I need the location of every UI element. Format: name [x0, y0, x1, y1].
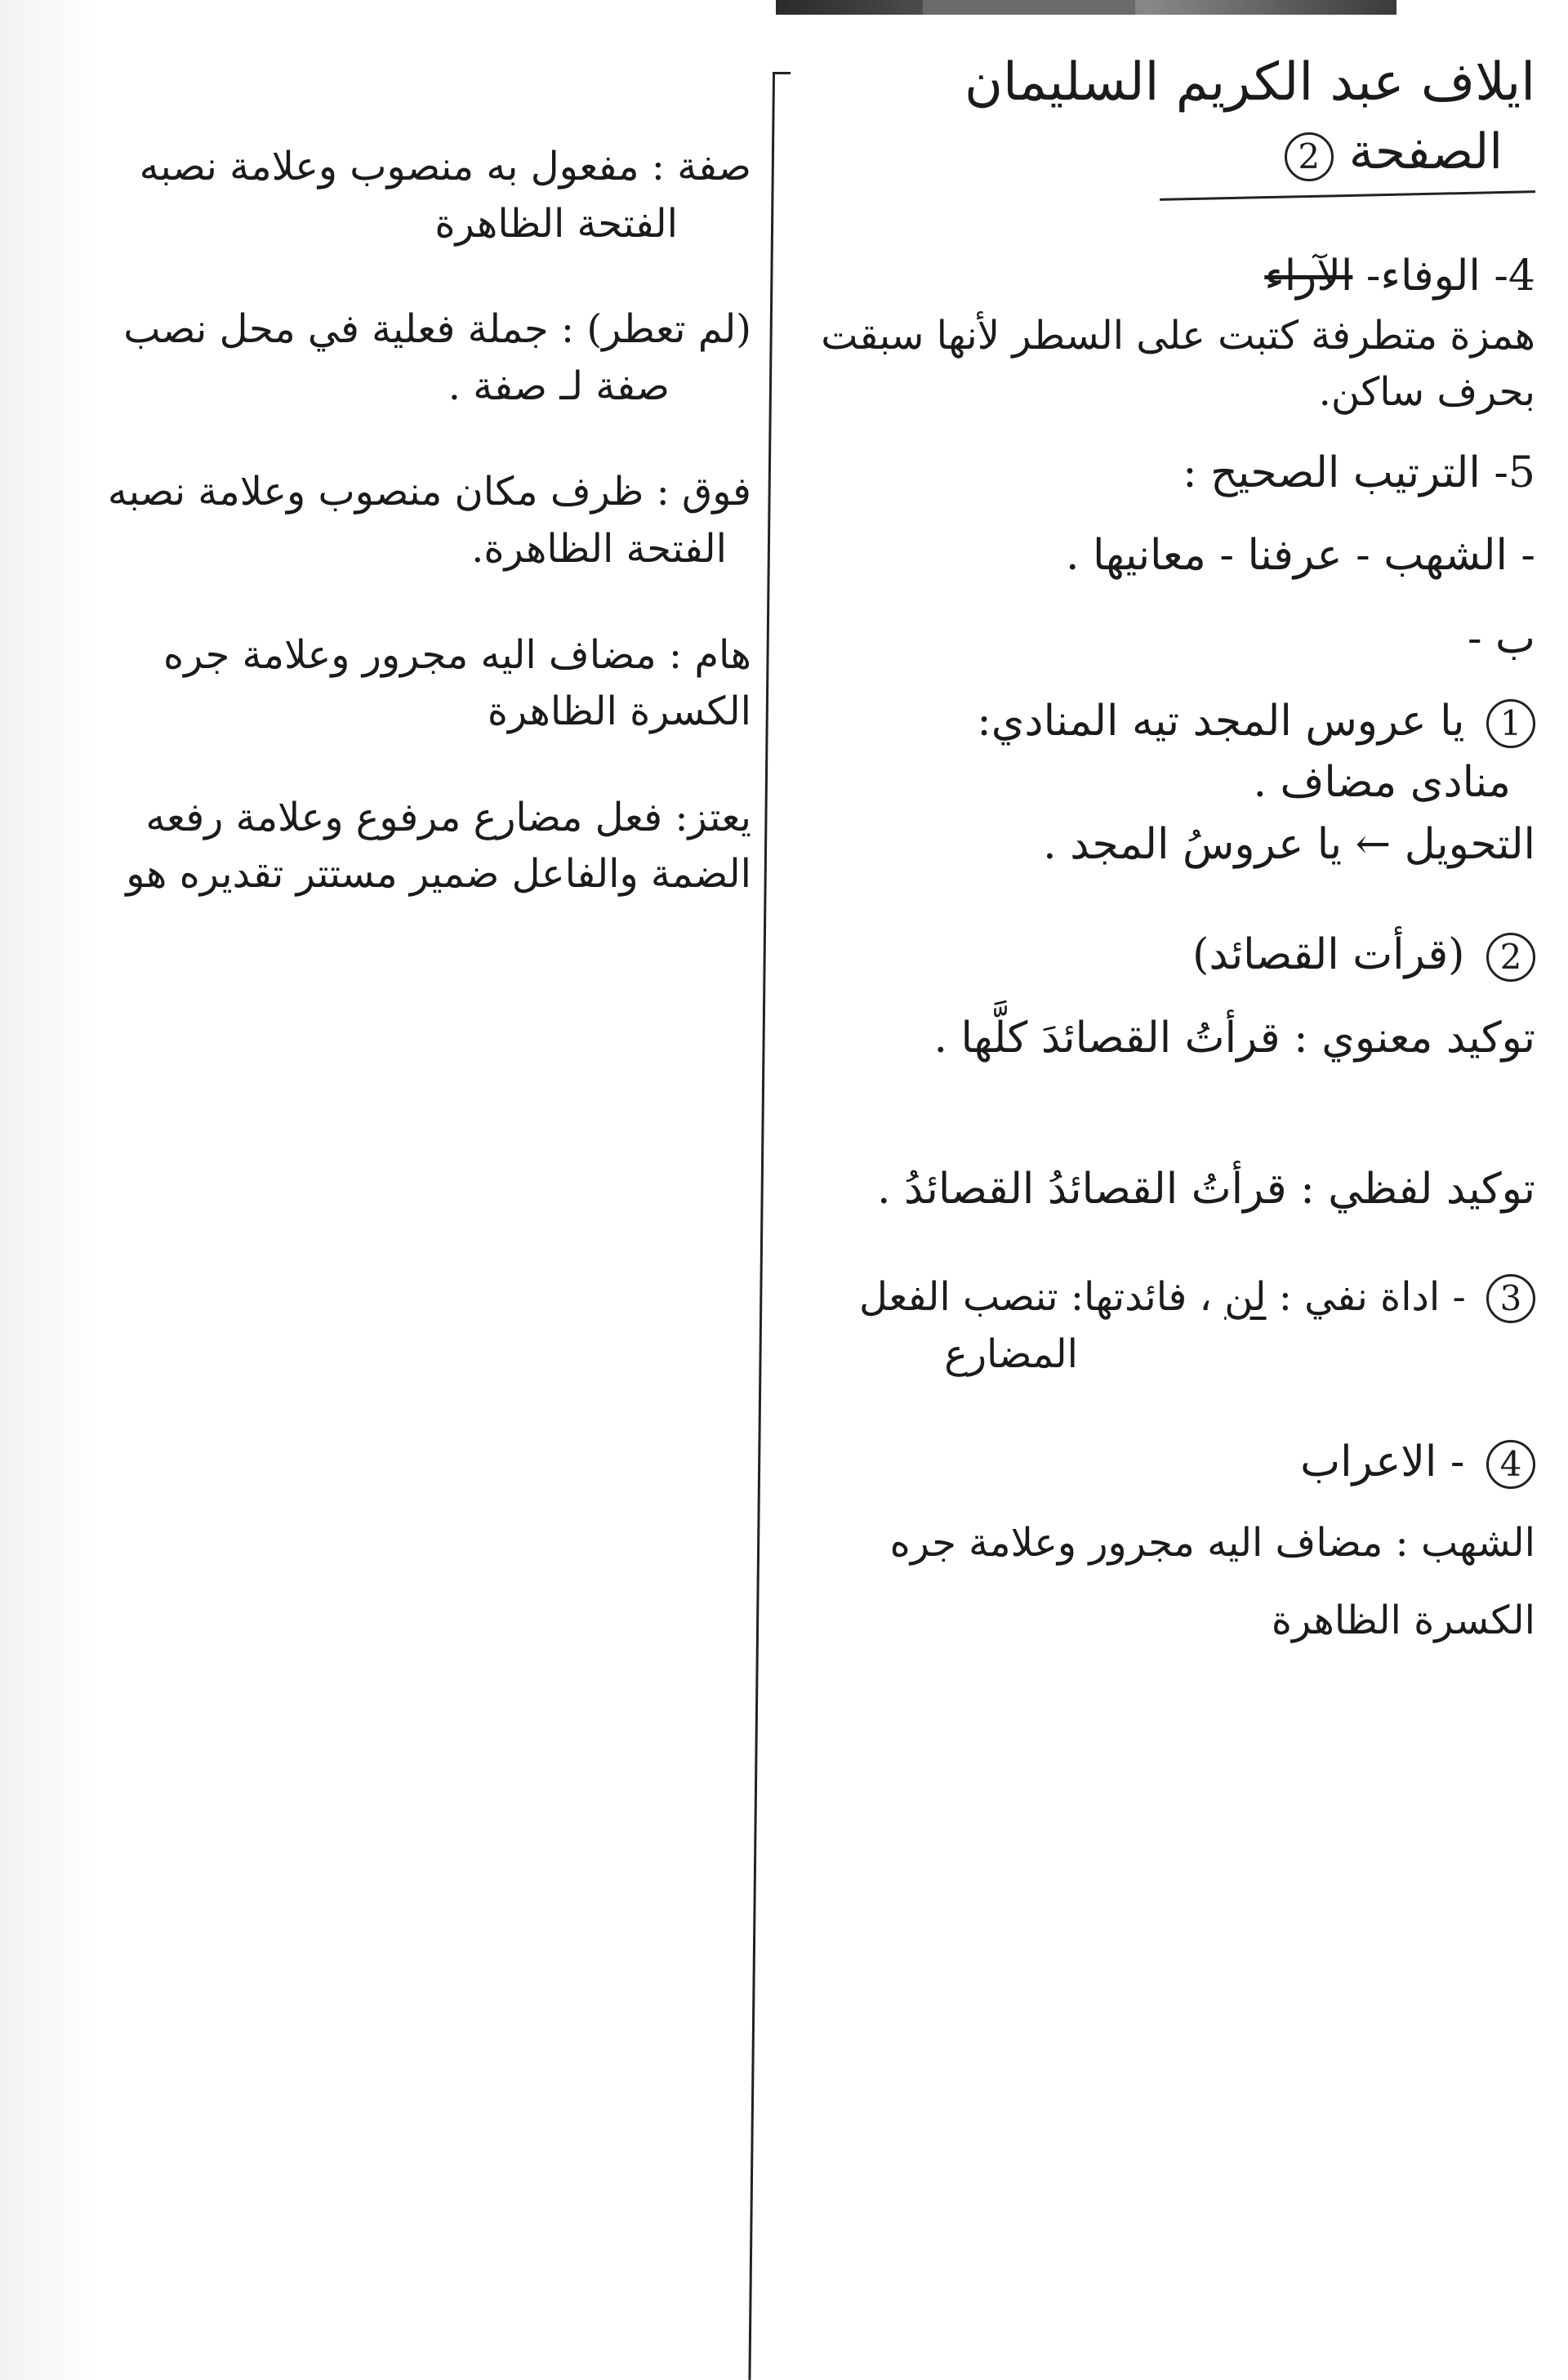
item2-title	[800, 925, 1535, 986]
column-divider-hook	[773, 72, 791, 74]
q5-answer-b: ب -	[1467, 613, 1535, 663]
page-heading	[800, 117, 1503, 188]
parse-sifa-line1: صفة : مفعول به منصوب وعلامة نصبه	[139, 144, 751, 189]
item2-title-text: (قرأت القصائد)	[1192, 930, 1465, 980]
item4-line1: الشهب : مضاف اليه مجرور وعلامة جره	[889, 1519, 1535, 1566]
q4-answer-line2: بحرف ساكن.	[1318, 369, 1535, 416]
item3-word: لن	[1224, 1274, 1267, 1321]
parse-yatazz-line1: يعتز: فعل مضارع مرفوع وعلامة رفعه	[145, 794, 751, 840]
item3-pre: - اداة نفي :	[1278, 1274, 1466, 1321]
item4-title	[800, 1432, 1535, 1493]
right-column	[800, 49, 1535, 1650]
q4-title	[800, 246, 1535, 307]
scan-edge-mid-strip	[923, 0, 1135, 15]
item1-line1	[800, 691, 1535, 752]
item4-number: 4	[1486, 1440, 1535, 1489]
parse-fawq-line2: الفتحة الظاهرة.	[471, 525, 727, 572]
q4-title-text: 4- الوفاء-	[1365, 252, 1535, 301]
item1-line3: التحويل ← يا عروسُ المجد .	[1043, 819, 1535, 869]
column-divider-line	[748, 74, 775, 2380]
item3-number: 3	[1486, 1274, 1535, 1323]
parse-ham-line1: هام : مضاف اليه مجرور وعلامة جره	[163, 631, 751, 678]
parse-fawq-line1: فوق : ظرف مكان منصوب وعلامة نصبه	[107, 469, 751, 515]
parse-ham-line2: الكسرة الظاهرة	[487, 689, 751, 735]
parse-lam-tatur-line2: صفة لـ صفة .	[448, 363, 670, 409]
q4-struck-word: الآراء	[1264, 252, 1353, 301]
q5-answer-a: - الشهب - عرفنا - معانيها .	[1066, 531, 1535, 581]
item2-line2: توكيد لفظي : قرأتُ القصائدُ القصائدُ .	[877, 1164, 1535, 1214]
page-number: 2	[1285, 132, 1334, 181]
student-name: ايلاف عبد الكريم السليمان	[964, 52, 1535, 113]
item4-title-text: - الاعراب	[1300, 1437, 1465, 1487]
parse-lam-tatur-line1: (لم تعطر) : جملة فعلية في محل نصب	[123, 306, 751, 353]
item1-line2: منادى مضاف .	[1253, 758, 1511, 808]
item3-line1	[800, 1269, 1535, 1326]
parse-yatazz-line2: الضمة والفاعل ضمير مستتر تقديره هو	[126, 851, 751, 898]
item3-line2: المضارع	[944, 1330, 1078, 1377]
q5-title: 5- الترتيب الصحيح :	[1183, 448, 1535, 497]
item4-line2: الكسرة الظاهرة	[1271, 1598, 1535, 1644]
item1-line1-text: يا عروس المجد تيه المنادي:	[977, 696, 1465, 746]
item1-number: 1	[1486, 699, 1535, 748]
parse-sifa-line2: الفتحة الظاهرة	[434, 200, 678, 247]
q4-answer-line1: همزة متطرفة كتبت على السطر لأنها سبقت	[821, 312, 1535, 359]
item3-post: ، فائدتها: تنصب الفعل	[858, 1274, 1213, 1321]
page-label: الصفحة	[1348, 123, 1503, 181]
item2-line1: توكيد معنوي : قرأتُ القصائدَ كلَّها .	[933, 1013, 1535, 1063]
left-column	[33, 139, 751, 903]
item2-number: 2	[1486, 933, 1535, 982]
